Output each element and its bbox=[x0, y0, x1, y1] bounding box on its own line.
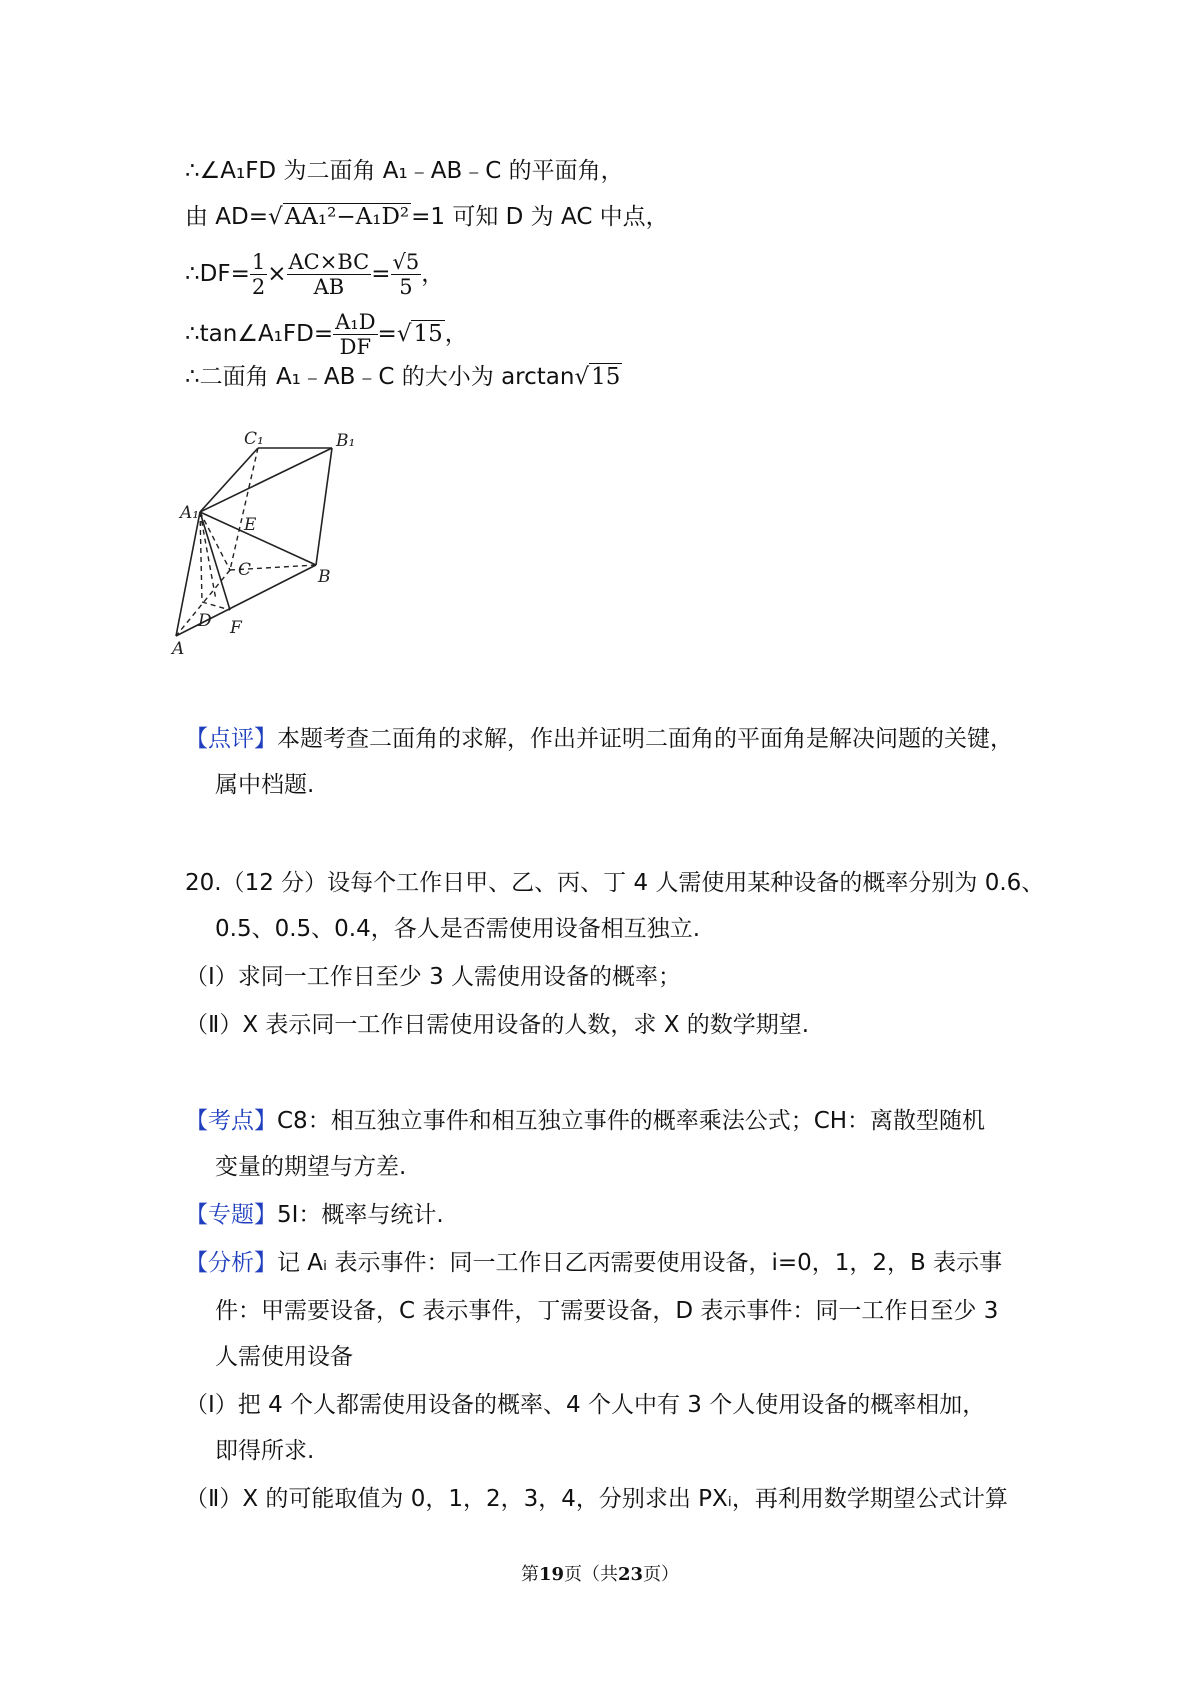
proof-line-4 bbox=[185, 310, 468, 359]
sqrt-15: √15 bbox=[574, 364, 621, 390]
comma: ， bbox=[444, 321, 468, 347]
edge-a1-a bbox=[176, 512, 200, 636]
fraction-a1d-df bbox=[333, 310, 377, 359]
comment-line-1 bbox=[185, 724, 1013, 754]
label-e: E bbox=[244, 515, 257, 535]
fraction-num: AC×BC bbox=[288, 250, 370, 274]
fraction-den: DF bbox=[339, 335, 372, 359]
zhuanti-line bbox=[185, 1200, 444, 1230]
prism-figure bbox=[172, 429, 380, 659]
label-a: A bbox=[172, 639, 185, 659]
proof-line-2 bbox=[185, 202, 669, 232]
edge-a1-b bbox=[200, 512, 316, 565]
fraction-den: 5 bbox=[399, 275, 413, 299]
radicand: 15 bbox=[413, 321, 443, 347]
tan-prefix: ∴tan∠A₁FD= bbox=[185, 321, 334, 347]
footer-pre: 第 bbox=[520, 1564, 539, 1585]
edge-a1-d bbox=[200, 512, 202, 602]
part1-line-1: （Ⅰ）把 4 个人都需使用设备的概率、4 个人中有 3 个人使用设备的概率相加， bbox=[185, 1392, 986, 1418]
ad-radicand: AA₁²−A₁D² bbox=[284, 204, 410, 230]
fraction-sqrt5 bbox=[391, 250, 422, 299]
edge-c1-c bbox=[230, 448, 258, 570]
problem20-part2: （Ⅱ）X 表示同一工作日需使用设备的人数，求 X 的数学期望. bbox=[185, 1012, 810, 1038]
footer-page: 19 bbox=[538, 1564, 564, 1585]
radicand: 15 bbox=[591, 364, 621, 390]
kaodian-text: C8：相互独立事件和相互独立事件的概率乘法公式；CH：离散型随机 bbox=[277, 1108, 986, 1134]
times-sign: × bbox=[267, 261, 287, 287]
kaodian-tag: 【考点】 bbox=[185, 1108, 277, 1134]
conclusion-text: ∴二面角 A₁﹣AB﹣C 的大小为 arctan bbox=[185, 364, 575, 390]
label-b1: B₁ bbox=[336, 431, 356, 451]
comment-line-2: 属中档题. bbox=[215, 772, 315, 798]
fraction-num: √5 bbox=[392, 250, 420, 274]
zhuanti-tag: 【专题】 bbox=[185, 1202, 277, 1228]
ad-suffix: =1 可知 D 为 AC 中点， bbox=[411, 204, 669, 230]
part1-line-2: 即得所求. bbox=[215, 1438, 315, 1464]
sqrt-15: √15 bbox=[396, 321, 443, 347]
sqrt-ad: √AA₁²−A₁D² bbox=[268, 204, 410, 230]
kaodian-line-1 bbox=[185, 1106, 985, 1136]
fraction-half bbox=[250, 250, 267, 299]
proof-line-1: ∴∠A₁FD 为二面角 A₁﹣AB﹣C 的平面角， bbox=[185, 158, 624, 184]
fenxi-line-1 bbox=[185, 1248, 1002, 1278]
label-f: F bbox=[230, 618, 242, 638]
fraction-ac-bc bbox=[287, 250, 372, 299]
problem20-line-1: 20.（12 分）设每个工作日甲、乙、丙、丁 4 人需使用某种设备的概率分别为 0.6、 bbox=[185, 870, 1045, 896]
fenxi-line-2: 件：甲需要设备，C 表示事件，丁需要设备，D 表示事件：同一工作日至少 3 bbox=[215, 1298, 999, 1324]
problem20-part1: （Ⅰ）求同一工作日至少 3 人需使用设备的概率； bbox=[185, 964, 682, 990]
label-c: C bbox=[238, 560, 252, 580]
fenxi-text: 记 Aᵢ 表示事件：同一工作日乙丙需要使用设备，i=0，1，2，B 表示事 bbox=[277, 1250, 1003, 1276]
edge-b1-a1 bbox=[200, 448, 332, 512]
footer-post: 页） bbox=[643, 1564, 680, 1585]
comment-tag: 【点评】 bbox=[185, 726, 277, 752]
edge-d-f bbox=[202, 602, 230, 610]
equals-sign: = bbox=[371, 261, 391, 287]
fraction-den: AB bbox=[313, 275, 345, 299]
footer-mid: 页（共 bbox=[564, 1564, 618, 1585]
ad-prefix: 由 AD= bbox=[185, 204, 269, 230]
proof-line-3 bbox=[185, 250, 444, 299]
label-c1: C₁ bbox=[244, 429, 264, 449]
fenxi-tag: 【分析】 bbox=[185, 1250, 277, 1276]
label-a1: A₁ bbox=[180, 503, 200, 523]
problem20-line-2: 0.5、0.5、0.4，各人是否需使用设备相互独立. bbox=[215, 916, 701, 942]
edge-b1-b bbox=[316, 448, 332, 565]
zhuanti-text: 5I：概率与统计. bbox=[277, 1202, 444, 1228]
proof-line-5 bbox=[185, 362, 622, 392]
fraction-num: 1 bbox=[251, 250, 266, 274]
df-prefix: ∴DF= bbox=[185, 261, 250, 287]
part2-line-1: （Ⅱ）X 的可能取值为 0，1，2，3，4，分别求出 PXᵢ，再利用数学期望公式计算 bbox=[185, 1486, 1008, 1512]
comment-text: 本题考查二面角的求解，作出并证明二面角的平面角是解决问题的关键， bbox=[277, 726, 1013, 752]
label-b: B bbox=[318, 567, 331, 587]
fraction-den: 2 bbox=[251, 275, 266, 299]
comma: ， bbox=[421, 261, 445, 287]
page-footer bbox=[0, 1560, 1200, 1586]
kaodian-line-2: 变量的期望与方差. bbox=[215, 1154, 407, 1180]
equals-sign: = bbox=[377, 321, 397, 347]
footer-total: 23 bbox=[618, 1564, 644, 1585]
fenxi-line-3: 人需使用设备 bbox=[215, 1344, 353, 1370]
edge-c1-a1 bbox=[200, 448, 258, 512]
fraction-num: A₁D bbox=[335, 310, 376, 334]
label-d: D bbox=[198, 611, 212, 631]
